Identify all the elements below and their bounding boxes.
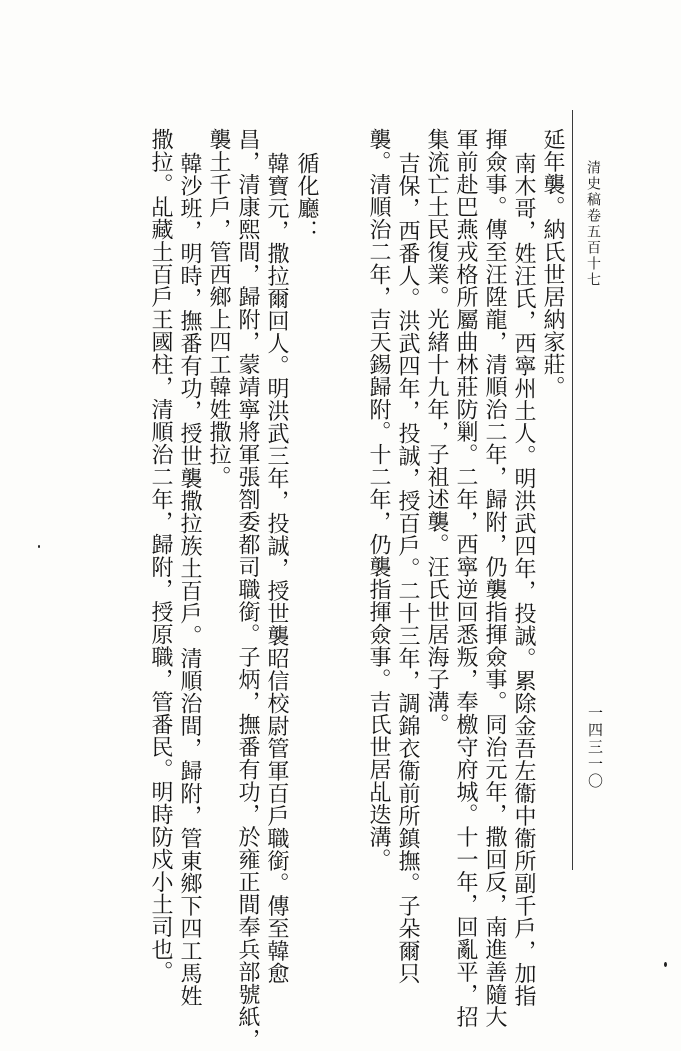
text-column-6: 吉保，西番人。洪武四年，投誠，授百戶。二十三年，調錦衣衞前所鎮撫。子朵爾只 [395,152,420,985]
text-column-11: 韓沙班，明時，撫番有功，授世襲撒拉族土百戶。清順治間，歸附，管東鄉下四工馬姓 [177,152,202,1007]
scan-speck [38,545,40,548]
scan-speck [664,962,667,967]
text-column-10: 襲土千戶，管西鄉上四工韓姓撒拉。 [206,128,231,488]
text-column-3: 揮僉事。傳至汪陞龍，清順治二年，歸附，仍襲指揮僉事。同治元年，撒回反，南進善隨大 [482,128,507,1028]
text-column-2: 南木哥，姓汪氏，西寧州土人。明洪武四年，投誠。累除金吾左衞中衞所副千戶，加指 [511,152,536,1007]
page-header-title: 清史稿卷五百十七 [585,160,601,288]
text-column-5: 集流亡土民復業。光緒十九年，子祖述襲。汪氏世居海子溝。 [424,128,449,736]
section-heading: 循化廳： [294,152,319,242]
header-rule [572,110,573,870]
page-number: 一四三一〇 [586,705,604,790]
text-column-8: 韓寶元，撒拉爾回人。明洪武三年，投誠，授世襲昭信校尉管軍百戶職銜。傳至韓愈 [264,152,289,985]
text-column-12: 撒拉。乩藏土百戶王國柱，清順治二年，歸附，授原職，管番民。明時防戍小土司也。 [148,128,173,983]
text-column-1: 延年襲。納氏世居納家莊。 [540,128,565,398]
text-column-4: 軍前赴巴燕戎格所屬曲林莊防剿。二年，西寧逆回悉叛，奉檄守府城。十一年，回亂平，招 [453,128,478,1028]
text-column-7: 襲。清順治二年，吉天錫歸附。十二年，仍襲指揮僉事。吉氏世居乩迭溝。 [366,128,391,871]
text-column-9: 昌，清康熙間，歸附，蒙靖寧將軍張劄委都司職銜。子炳，撫番有功，於雍正間奉兵部號紙， [235,128,260,1051]
